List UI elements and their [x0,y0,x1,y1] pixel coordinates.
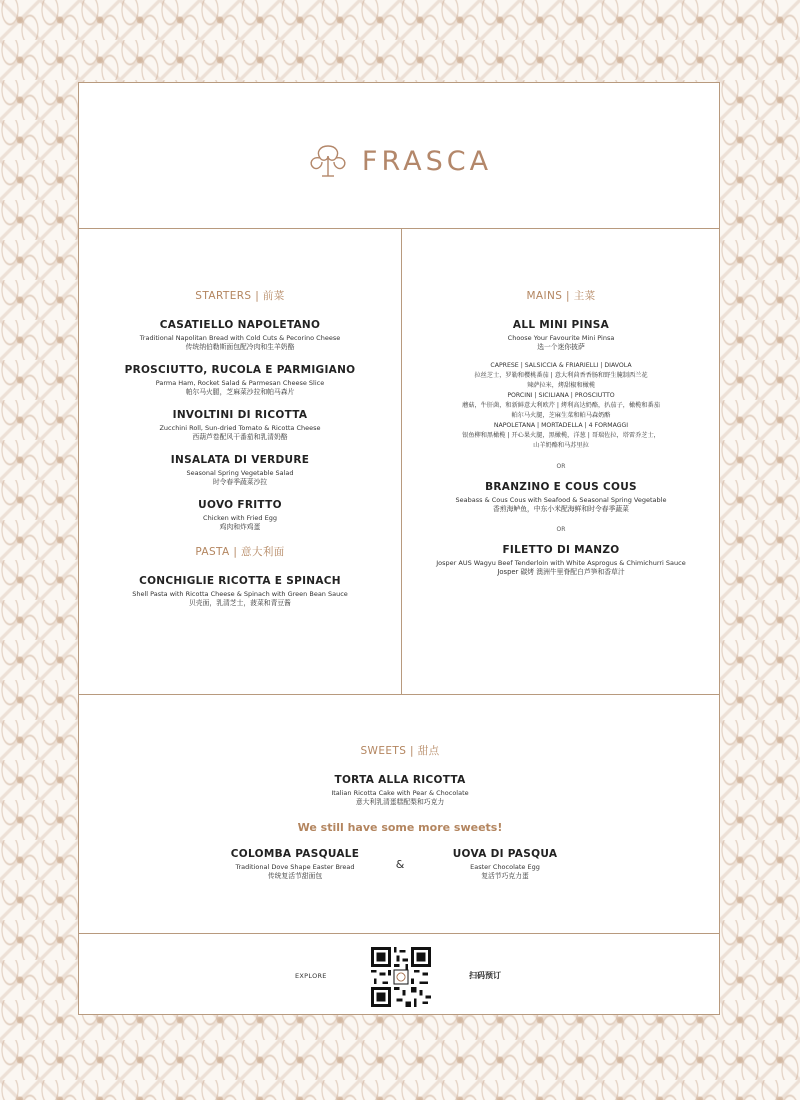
menu-item [402,319,720,451]
sweets-title: SWEETS | 甜点 [360,745,440,757]
item-description: Shell Pasta with Ricotta Cheese & Spinach with Green Bean Sauce [132,590,348,598]
item-description: Traditional Dove Shape Easter Bread [235,863,355,871]
ampersand: & [395,858,405,871]
menu-item [415,848,595,881]
item-name: UOVA DI PASQUA [452,848,558,860]
item-description: Traditional Napolitan Bread with Cold Cuts & Pecorino Cheese [139,334,341,342]
item-description: Choose Your Favourite Mini Pinsa [507,334,615,342]
item-description: Zucchini Roll, Sun-dried Tomato & Ricotta Cheese [159,424,321,432]
divider-middle [79,694,719,695]
item-name: TORTA ALLA RICOTTA [334,774,466,786]
pinsa-option-line: CAPRESE | SALSICCIA & FRIARIELLI | DIAVOLA [490,362,632,369]
item-name: CONCHIGLIE RICOTTA E SPINACH [139,575,341,587]
pinsa-option-line: 蘑菇，牛肝菌，和新鲜意大利欧芹 | 烤利高达奶酪，扒茄子，橄榄和番茄 [462,402,660,409]
or-separator: OR [556,526,566,533]
pasta-title: PASTA | 意大利面 [195,546,285,558]
pinsa-option-line: 辣萨拉米，烤甜椒和橄榄 [526,382,596,389]
item-description-cn: 香煎海鲈鱼，中东小米配海鲜和时令春季蔬菜 [493,505,629,513]
brand-name: FRASCA [361,145,493,177]
item-description: Easter Chocolate Egg [470,863,540,871]
pinsa-option-line: 拉丝芝士，罗勒和樱桃番茄 | 意大利茴香香肠和野生腌制西兰花 [474,372,648,379]
menu-item [79,575,401,608]
brand-logo [79,141,719,181]
menu-item [79,454,401,487]
item-name: PROSCIUTTO, RUCOLA E PARMIGIANO [124,364,356,376]
item-name: FILETTO DI MANZO [502,544,620,556]
menu-item [402,481,720,514]
menu-item [205,848,385,881]
extra-sweets [79,848,721,881]
item-description: Chicken with Fried Egg [203,514,277,522]
mains-column [402,288,720,589]
promo-text: We still have some more sweets! [297,821,503,834]
pinsa-option-line: 帕尔马火腿，芝麻生菜和帕马森奶酪 [511,412,611,419]
frasca-leaf-icon [306,142,350,180]
divider-top [79,228,719,229]
item-name: INSALATA DI VERDURE [170,454,310,466]
item-description: Parma Ham, Rocket Salad & Parmesan Cheese Slice [155,379,325,387]
menu-item [79,319,401,352]
item-description-cn: 选一个迷你披萨 [537,343,585,351]
menu-item [79,774,721,807]
menu-item [79,499,401,532]
menu-item [79,364,401,397]
or-separator: OR [556,463,566,470]
explore-label: EXPLORE [295,972,327,980]
item-name: INVOLTINI DI RICOTTA [172,409,308,421]
item-name: CASATIELLO NAPOLETANO [159,319,321,331]
item-description-cn: 贝壳面，乳清芝士，菠菜和青豆酱 [189,599,291,607]
item-description-cn: 传统纳伯勒斯面包配冷肉和生羊奶酪 [185,343,295,351]
item-description-cn: 帕尔马火腿，芝麻菜沙拉和帕马森片 [185,388,295,396]
sweets-section [79,743,721,881]
footer [79,935,721,1015]
item-name: ALL MINI PINSA [512,319,610,331]
menu-panel [78,82,720,1015]
starters-title: STARTERS | 前菜 [195,290,285,302]
item-description-cn: 西葫芦卷配风干番茄和乳清奶酪 [192,433,288,441]
pinsa-option-line: 山羊奶酪和马苏里拉 [533,442,589,449]
pinsa-option-line: NAPOLETANA | MORTADELLA | 4 FORMAGGI [493,422,629,429]
mains-title: MAINS | 主菜 [526,290,596,302]
item-description-cn: 复活节巧克力蛋 [481,872,529,880]
item-description-cn: 时令春季蔬菜沙拉 [212,478,268,486]
qr-code-icon[interactable] [371,947,431,1007]
item-description-cn: 鸡肉和炸鸡蛋 [219,523,261,531]
menu-item [402,544,720,577]
starters-column [79,288,401,620]
item-name: COLOMBA PASQUALE [230,848,360,860]
item-name: BRANZINO E COUS COUS [485,481,637,493]
pinsa-option-line: 银鱼柳和黑橄榄 | 开心果火腿，黑橄榄，洋葱 | 哥瑞佐拉，塔雷乔芝士， [462,432,660,439]
item-description: Seabass & Cous Cous with Seafood & Seasonal Spring Vegetable [455,496,667,504]
item-description-cn: 传统复活节甜面包 [267,872,323,880]
item-description-cn: Josper 碳烤 澳洲牛里脊配白芦笋和香草汁 [497,568,625,576]
scan-to-book-label: 扫码预订 [469,971,501,980]
item-name: UOVO FRITTO [198,499,282,511]
item-description-cn: 意大利乳清蛋糕配梨和巧克力 [355,798,445,806]
item-description: Seasonal Spring Vegetable Salad [186,469,294,477]
item-description: Italian Ricotta Cake with Pear & Chocolate [331,789,469,797]
divider-bottom [79,933,719,934]
item-description: Josper AUS Wagyu Beef Tenderloin with White Asprogus & Chimichurri Sauce [436,559,686,567]
pinsa-option-line: PORCINI | SICILIANA | PROSCIUTTO [507,392,615,399]
menu-item [79,409,401,442]
